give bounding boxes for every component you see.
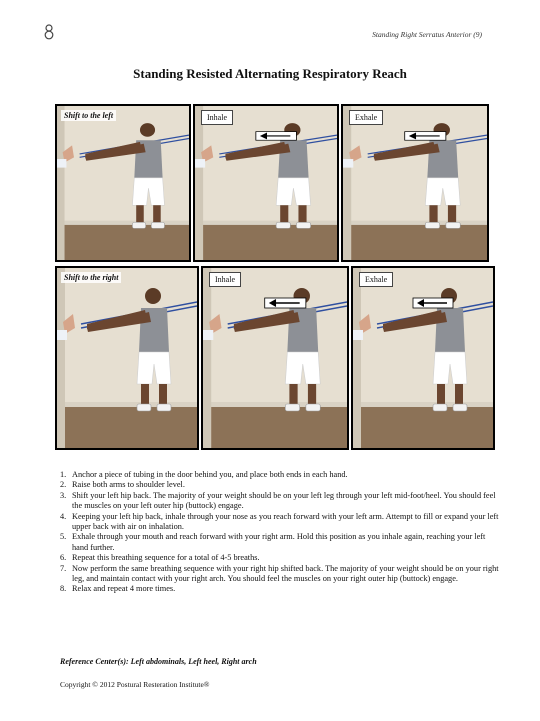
exercise-photo [57,268,197,448]
exercise-photo [353,268,493,448]
exercise-photo [57,106,189,260]
panel-label: Inhale [201,110,233,125]
panel-label: Shift to the left [61,110,116,121]
pri-logo-icon [44,24,54,40]
running-header: Standing Right Serratus Anterior (9) [372,30,482,39]
list-item: 8. Relax and repeat 4 more times. [60,584,176,594]
list-item: 1. Anchor a piece of tubing in the door behind you, and place both ends in each hand. [60,470,348,479]
panel-label: Exhale [359,272,393,287]
list-item: 3. Shift your left hip back. The majority of your weight should be on your left leg through your left mid-foot/heel. You should feel the muscles on your left outer hip (buttock) engage. [60,490,496,511]
copyright: Copyright © 2012 Postural Resteration Institute® [60,680,210,689]
photo-panel-3 [341,104,489,262]
list-item: 5. Exhale through your mouth and reach forward with your right arm. Hold this position as you inhale again, reaching your left hand further. [60,532,486,552]
list-item: 4. Keeping your left hip back, inhale through your nose as you reach forward with your left arm. Attempt to fill or expand your left upper back with air on inhalation. [60,511,499,532]
exercise-photo [195,106,337,260]
photo-panel-6 [351,266,495,450]
list-item: 2. Raise both arms to shoulder level. [60,480,185,490]
exercise-photo [203,268,347,448]
list-item: 7. Now perform the same breathing sequence with your right hip shifted back. The majority of your weight should be on your right leg, and maintain contact with your right arch. You should feel the muscles on your right outer hip (buttock) engage. [60,563,499,584]
photo-panel-2 [193,104,339,262]
photo-panel-1 [55,104,191,262]
instruction-list [60,470,500,595]
panel-label: Inhale [209,272,241,287]
exercise-photo [343,106,487,260]
reference-centers: Reference Center(s): Left abdominals, Left heel, Right arch [60,657,257,666]
photo-panel-5 [201,266,349,450]
panel-label: Exhale [349,110,383,125]
list-item: 6. Repeat this breathing sequence for a total of 4-5 breaths. [60,553,260,563]
panel-label: Shift to the right [61,272,121,283]
photo-panel-4 [55,266,199,450]
page-title: Standing Resisted Alternating Respiratory Reach [133,66,407,81]
